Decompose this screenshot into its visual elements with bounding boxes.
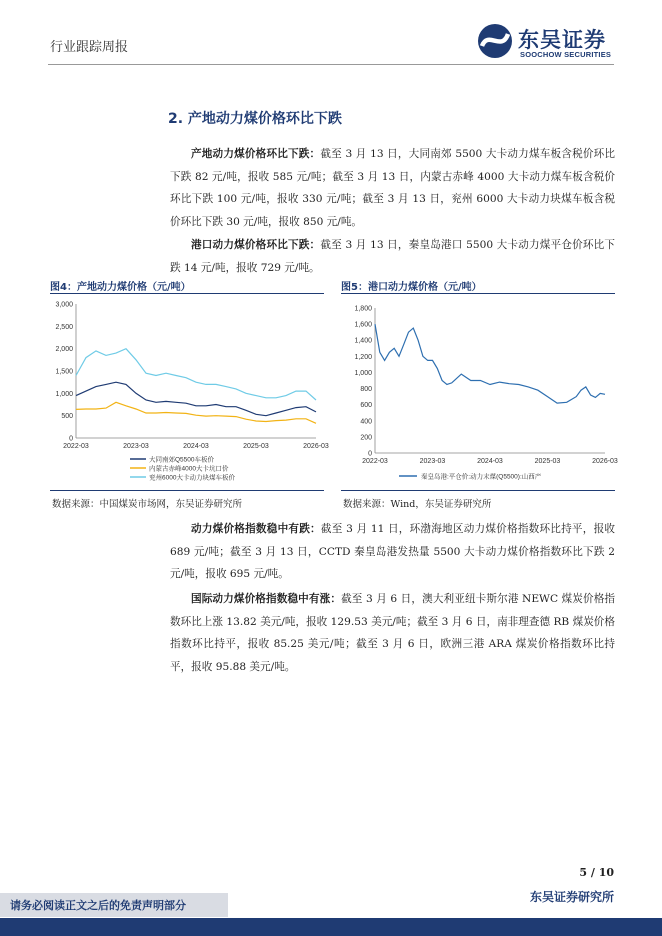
figure-5-title: 图5：港口动力煤价格（元/吨） xyxy=(341,282,482,293)
footer-org: 东吴证券研究所 xyxy=(529,890,614,904)
paragraph-port-price xyxy=(170,234,615,279)
x-tick-label: 2024-03 xyxy=(477,458,503,465)
paragraph-body: 截至 3 月 6 日，澳大利亚纽卡斯尔港 NEWC 煤炭价格指数环比上涨 13.82 美元/吨，报收 129.53 美元/吨；截至 3 月 6 日，南非理查德 RB 煤炭价格指数环比持平，报收 85.25 美元/吨；截至 3 月 6 日，欧洲三港 ARA 煤炭价格指数环比持平，报收 95.88 美元/吨。 xyxy=(170,593,616,673)
figure-5-bottom-rule xyxy=(341,490,615,491)
logo xyxy=(476,22,626,62)
disclaimer-text: 请务必阅读正文之后的免责声明部分 xyxy=(10,899,186,912)
report-type: 行业跟踪周报 xyxy=(50,40,129,55)
paragraph-body: 截至 3 月 13 日，大同南郊 5500 大卡动力煤车板含税价环比下跌 82 元/吨，报收 585 元/吨；截至 3 月 13 日，内蒙古赤峰 4000 大卡动力煤车板含税价环比下跌 100 元/吨，报收 330 元/吨；截至 3 月 13 日，兖州 6000 大卡动力块煤车板含税价环比下跌 30 元/吨，报收 850 元/吨。 xyxy=(170,148,615,228)
y-tick-label: 3,000 xyxy=(55,301,73,309)
x-tick-label: 2022-03 xyxy=(362,458,388,465)
y-tick-label: 1,000 xyxy=(55,390,73,398)
section-title: 2. 产地动力煤价格环比下跌 xyxy=(168,111,342,127)
x-tick-label: 2026-03 xyxy=(303,443,329,450)
y-tick-label: 1,200 xyxy=(354,353,372,361)
y-tick-label: 1,600 xyxy=(354,321,372,329)
paragraph-mine-price xyxy=(170,143,615,233)
x-tick-label: 2026-03 xyxy=(592,458,618,465)
series-line xyxy=(375,324,605,403)
legend-label: 内蒙古赤峰4000大卡坑口价 xyxy=(149,465,229,473)
x-tick-label: 2025-03 xyxy=(243,443,269,450)
figure-4-bottom-rule xyxy=(50,490,324,491)
y-tick-label: 400 xyxy=(360,418,372,426)
y-tick-label: 0 xyxy=(69,435,73,443)
x-tick-label: 2024-03 xyxy=(183,443,209,450)
paragraph-lead: 动力煤价格指数稳中有跌： xyxy=(191,523,321,535)
x-tick-label: 2025-03 xyxy=(534,458,561,465)
paragraph-body: 截至 3 月 11 日，环渤海地区动力煤价格指数环比持平，报收 689 元/吨；截至 3 月 13 日，CCTD 秦皇岛港发热量 5500 大卡动力煤价格指数环比下跌 2 元/吨，报收 695 元/吨。 xyxy=(170,523,615,580)
logo-mark-icon xyxy=(476,22,516,60)
x-tick-label: 2023-03 xyxy=(419,458,446,465)
header-divider xyxy=(48,64,614,65)
paragraph-body: 截至 3 月 13 日，秦皇岛港口 5500 大卡动力煤平仓价环比下跌 14 元/吨，报收 729 元/吨。 xyxy=(170,239,615,274)
x-tick-label: 2022-03 xyxy=(63,443,89,450)
footer-bar xyxy=(0,918,662,936)
y-tick-label: 500 xyxy=(61,413,73,421)
paragraph-intl-index xyxy=(170,588,615,678)
x-tick-label: 2023-03 xyxy=(123,443,149,450)
legend-label: 秦皇岛港:平仓价:动力末煤(Q5500):山西产 xyxy=(421,473,542,481)
paragraph-price-index xyxy=(170,518,615,586)
y-tick-label: 600 xyxy=(360,402,372,410)
series-line xyxy=(76,382,316,416)
disclaimer-banner xyxy=(0,893,228,917)
paragraph-lead: 港口动力煤价格环比下跌： xyxy=(191,239,321,251)
logo-text-en: SOOCHOW SECURITIES xyxy=(520,50,612,59)
page-number: 5 / 10 xyxy=(579,866,614,879)
legend-label: 大同南郊Q5500车板价 xyxy=(149,456,215,464)
figure-4-source: 数据来源：中国煤炭市场网，东吴证券研究所 xyxy=(52,499,243,510)
legend-label: 兖州6000大卡动力块煤车板价 xyxy=(149,474,235,482)
y-tick-label: 200 xyxy=(360,434,372,442)
paragraph-lead: 产地动力煤价格环比下跌： xyxy=(191,148,321,160)
y-tick-label: 2,500 xyxy=(55,323,73,331)
y-tick-label: 800 xyxy=(360,386,372,394)
figure-5-source: 数据来源：Wind，东吴证券研究所 xyxy=(343,499,492,510)
chart-port-price xyxy=(341,294,617,494)
series-line xyxy=(76,349,316,400)
y-tick-label: 1,800 xyxy=(354,305,372,313)
y-tick-label: 0 xyxy=(368,450,372,458)
paragraph-lead: 国际动力煤价格指数稳中有涨： xyxy=(191,593,342,605)
y-tick-label: 1,000 xyxy=(354,369,372,377)
logo-text-cn: 东吴证券 xyxy=(518,28,606,52)
y-tick-label: 2,000 xyxy=(55,346,73,354)
chart-mine-price xyxy=(50,294,329,494)
y-tick-label: 1,500 xyxy=(55,368,73,376)
y-tick-label: 1,400 xyxy=(354,337,372,345)
figure-4-title: 图4：产地动力煤价格（元/吨） xyxy=(50,282,191,293)
